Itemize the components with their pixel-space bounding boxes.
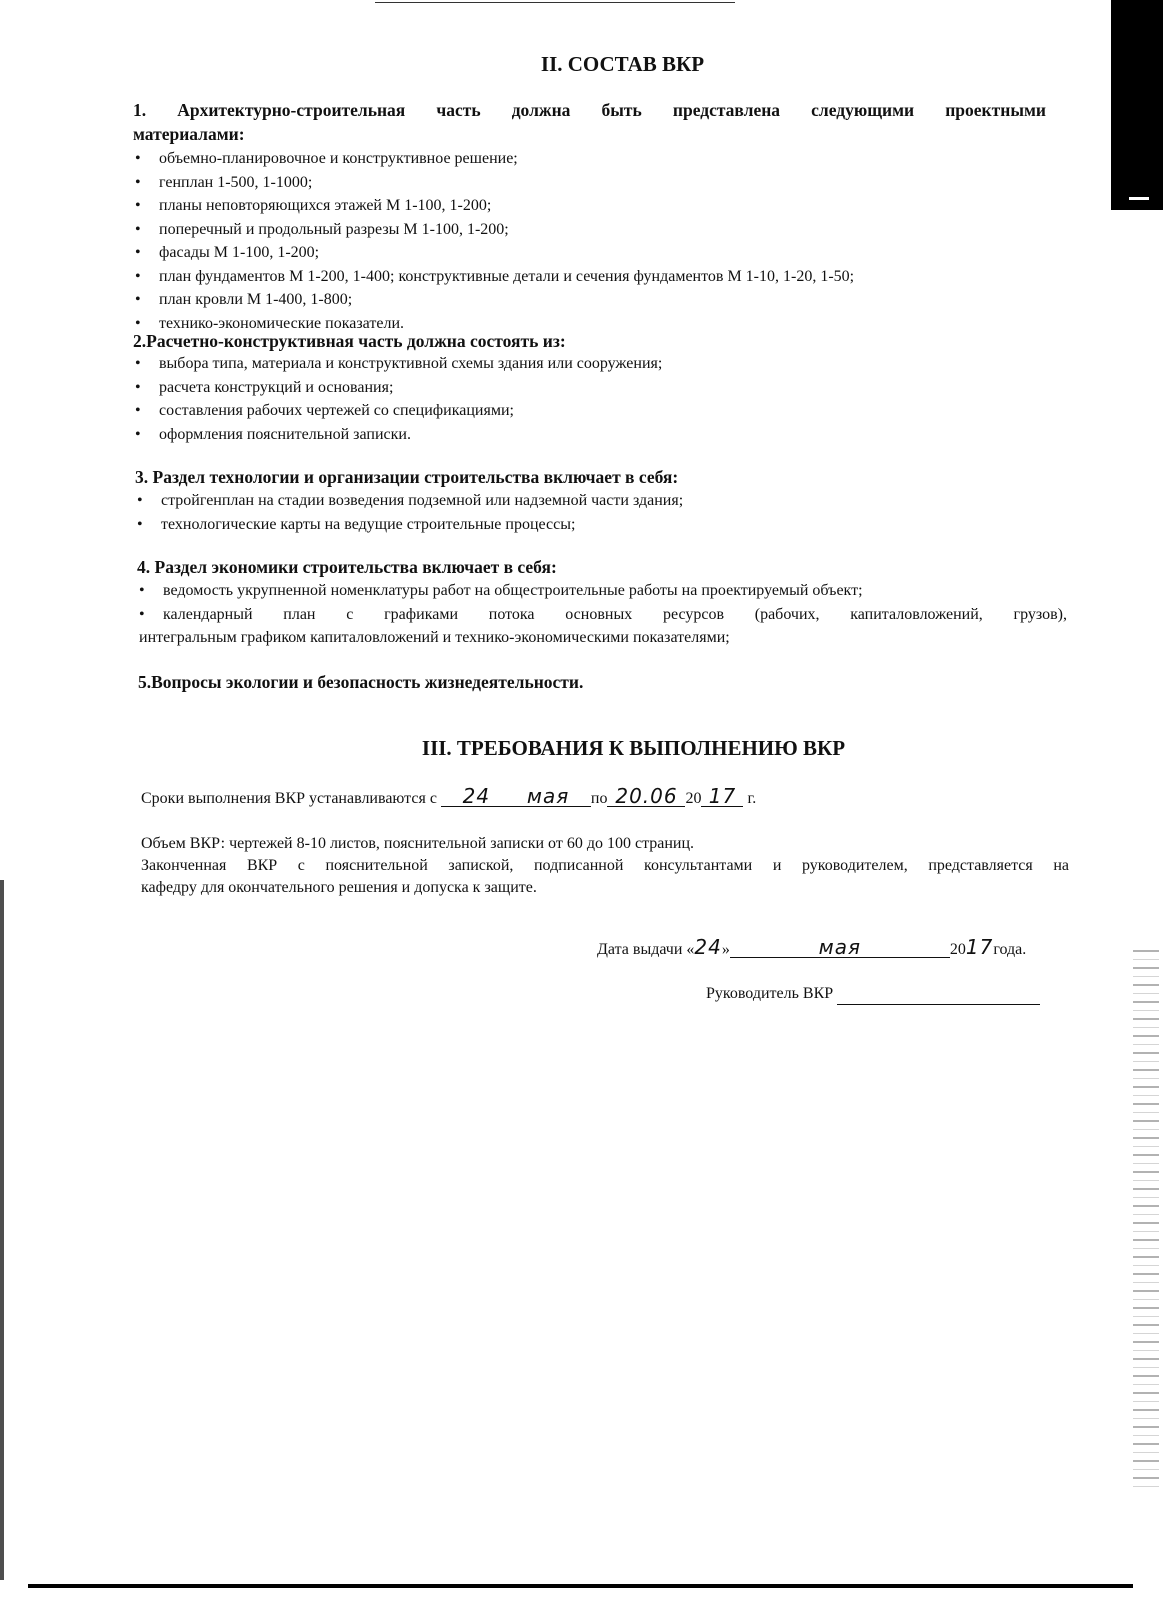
list-item: • фасады М 1-100, 1-200; (133, 241, 854, 265)
end-date-field: 20.06 (607, 786, 685, 807)
list-item: • технико-экономические показатели. (133, 312, 854, 336)
issue-date-line (597, 936, 1026, 961)
deadline-line (141, 786, 756, 810)
scan-mark (1129, 197, 1149, 200)
year-abbr: г. (747, 790, 757, 807)
scan-edge-bottom (28, 1584, 1133, 1588)
part4-item2-line1: календарный план с графиками потока основных ресурсов (рабочих, капиталовложений, грузов), (163, 606, 1067, 623)
scan-edge-right (1111, 0, 1163, 210)
supervisor-line (706, 982, 1040, 1005)
list-item: • технологические карты на ведущие строительные процессы; (135, 513, 683, 537)
part2-list (133, 352, 662, 446)
list-item: • составления рабочих чертежей со спецификациями; (133, 399, 662, 423)
part1-heading: 1. Архитектурно-строительная часть должна быть представлена следующими проектными (133, 100, 1046, 120)
part1-heading-cont: материалами: (133, 124, 245, 144)
list-item: • выбора типа, материала и конструктивной схемы здания или сооружения; (133, 352, 662, 376)
submission-text-cont: кафедру для окончательного решения и допуска к защите. (141, 879, 537, 896)
quote-open: « (686, 941, 695, 958)
part3-heading: 3. Раздел технологии и организации строительства включает в себя: (135, 467, 679, 487)
part4-item2-line2: интегральным графиком капиталовложений и технико-экономическими показателями; (139, 629, 730, 646)
end-year-field: 17 (701, 786, 743, 807)
list-item: • планы неповторяющихся этажей М 1-100, 1-200; (133, 194, 854, 218)
supervisor-label: Руководитель ВКР (706, 985, 834, 1002)
issue-year-word: года. (993, 941, 1027, 958)
year-prefix: 20 (685, 790, 702, 807)
list-item: • ведомость укрупненной номенклатуры работ на общестроительные работы на проектируемый объект; (137, 579, 863, 603)
section2-title: II. СОСТАВ ВКР (540, 52, 705, 76)
submission-text: Законченная ВКР с пояснительной запиской, подписанной консультантами и руководителем, представляется на (141, 857, 1069, 874)
list-item: • план кровли М 1-400, 1-800; (133, 288, 854, 312)
part1-list (133, 147, 854, 335)
issue-year-prefix: 20 (949, 941, 966, 958)
issue-date-label: Дата выдачи (597, 941, 683, 958)
list-item: • генплан 1-500, 1-1000; (133, 171, 854, 195)
scan-noise-right (1133, 950, 1159, 1490)
part3-list (135, 489, 683, 536)
start-month: мая (526, 784, 570, 808)
issue-year: 17 (965, 935, 994, 959)
section3-title: III. ТРЕБОВАНИЯ К ВЫПОЛНЕНИЮ ВКР (421, 736, 846, 760)
part4-heading: 4. Раздел экономики строительства включает в себя: (137, 557, 557, 577)
list-item: • расчета конструкций и основания; (133, 376, 662, 400)
list-item: • план фундаментов М 1-200, 1-400; конструктивные детали и сечения фундаментов М 1-10, 1-20, 1-50; (133, 265, 854, 289)
part4-list (137, 579, 863, 603)
scan-edge-top (375, 2, 735, 3)
scan-edge-left (0, 880, 4, 1580)
volume-text: Объем ВКР: чертежей 8-10 листов, пояснительной записки от 60 до 100 страниц. (141, 835, 695, 852)
to-word: по (590, 790, 608, 807)
list-item: • стройгенплан на стадии возведения подземной или надземной части здания; (135, 489, 683, 513)
start-day: 24 (462, 784, 491, 808)
signature-line (837, 986, 1040, 1005)
start-date-field (441, 786, 591, 807)
list-item: • объемно-планировочное и конструктивное решение; (133, 147, 854, 171)
deadline-prefix: Сроки выполнения ВКР устанавливаются с (141, 790, 437, 807)
part5-heading: 5.Вопросы экологии и безопасность жизнедеятельности. (138, 672, 584, 692)
list-item: • поперечный и продольный разрезы М 1-100, 1-200; (133, 218, 854, 242)
issue-month-field: мая (730, 937, 950, 958)
part2-heading: 2.Расчетно-конструктивная часть должна состоять из: (133, 331, 566, 351)
issue-day: 24 (694, 935, 722, 959)
list-item: • оформления пояснительной записки. (133, 423, 662, 447)
bullet-mark: • (139, 606, 145, 623)
quote-close: » (721, 941, 730, 958)
